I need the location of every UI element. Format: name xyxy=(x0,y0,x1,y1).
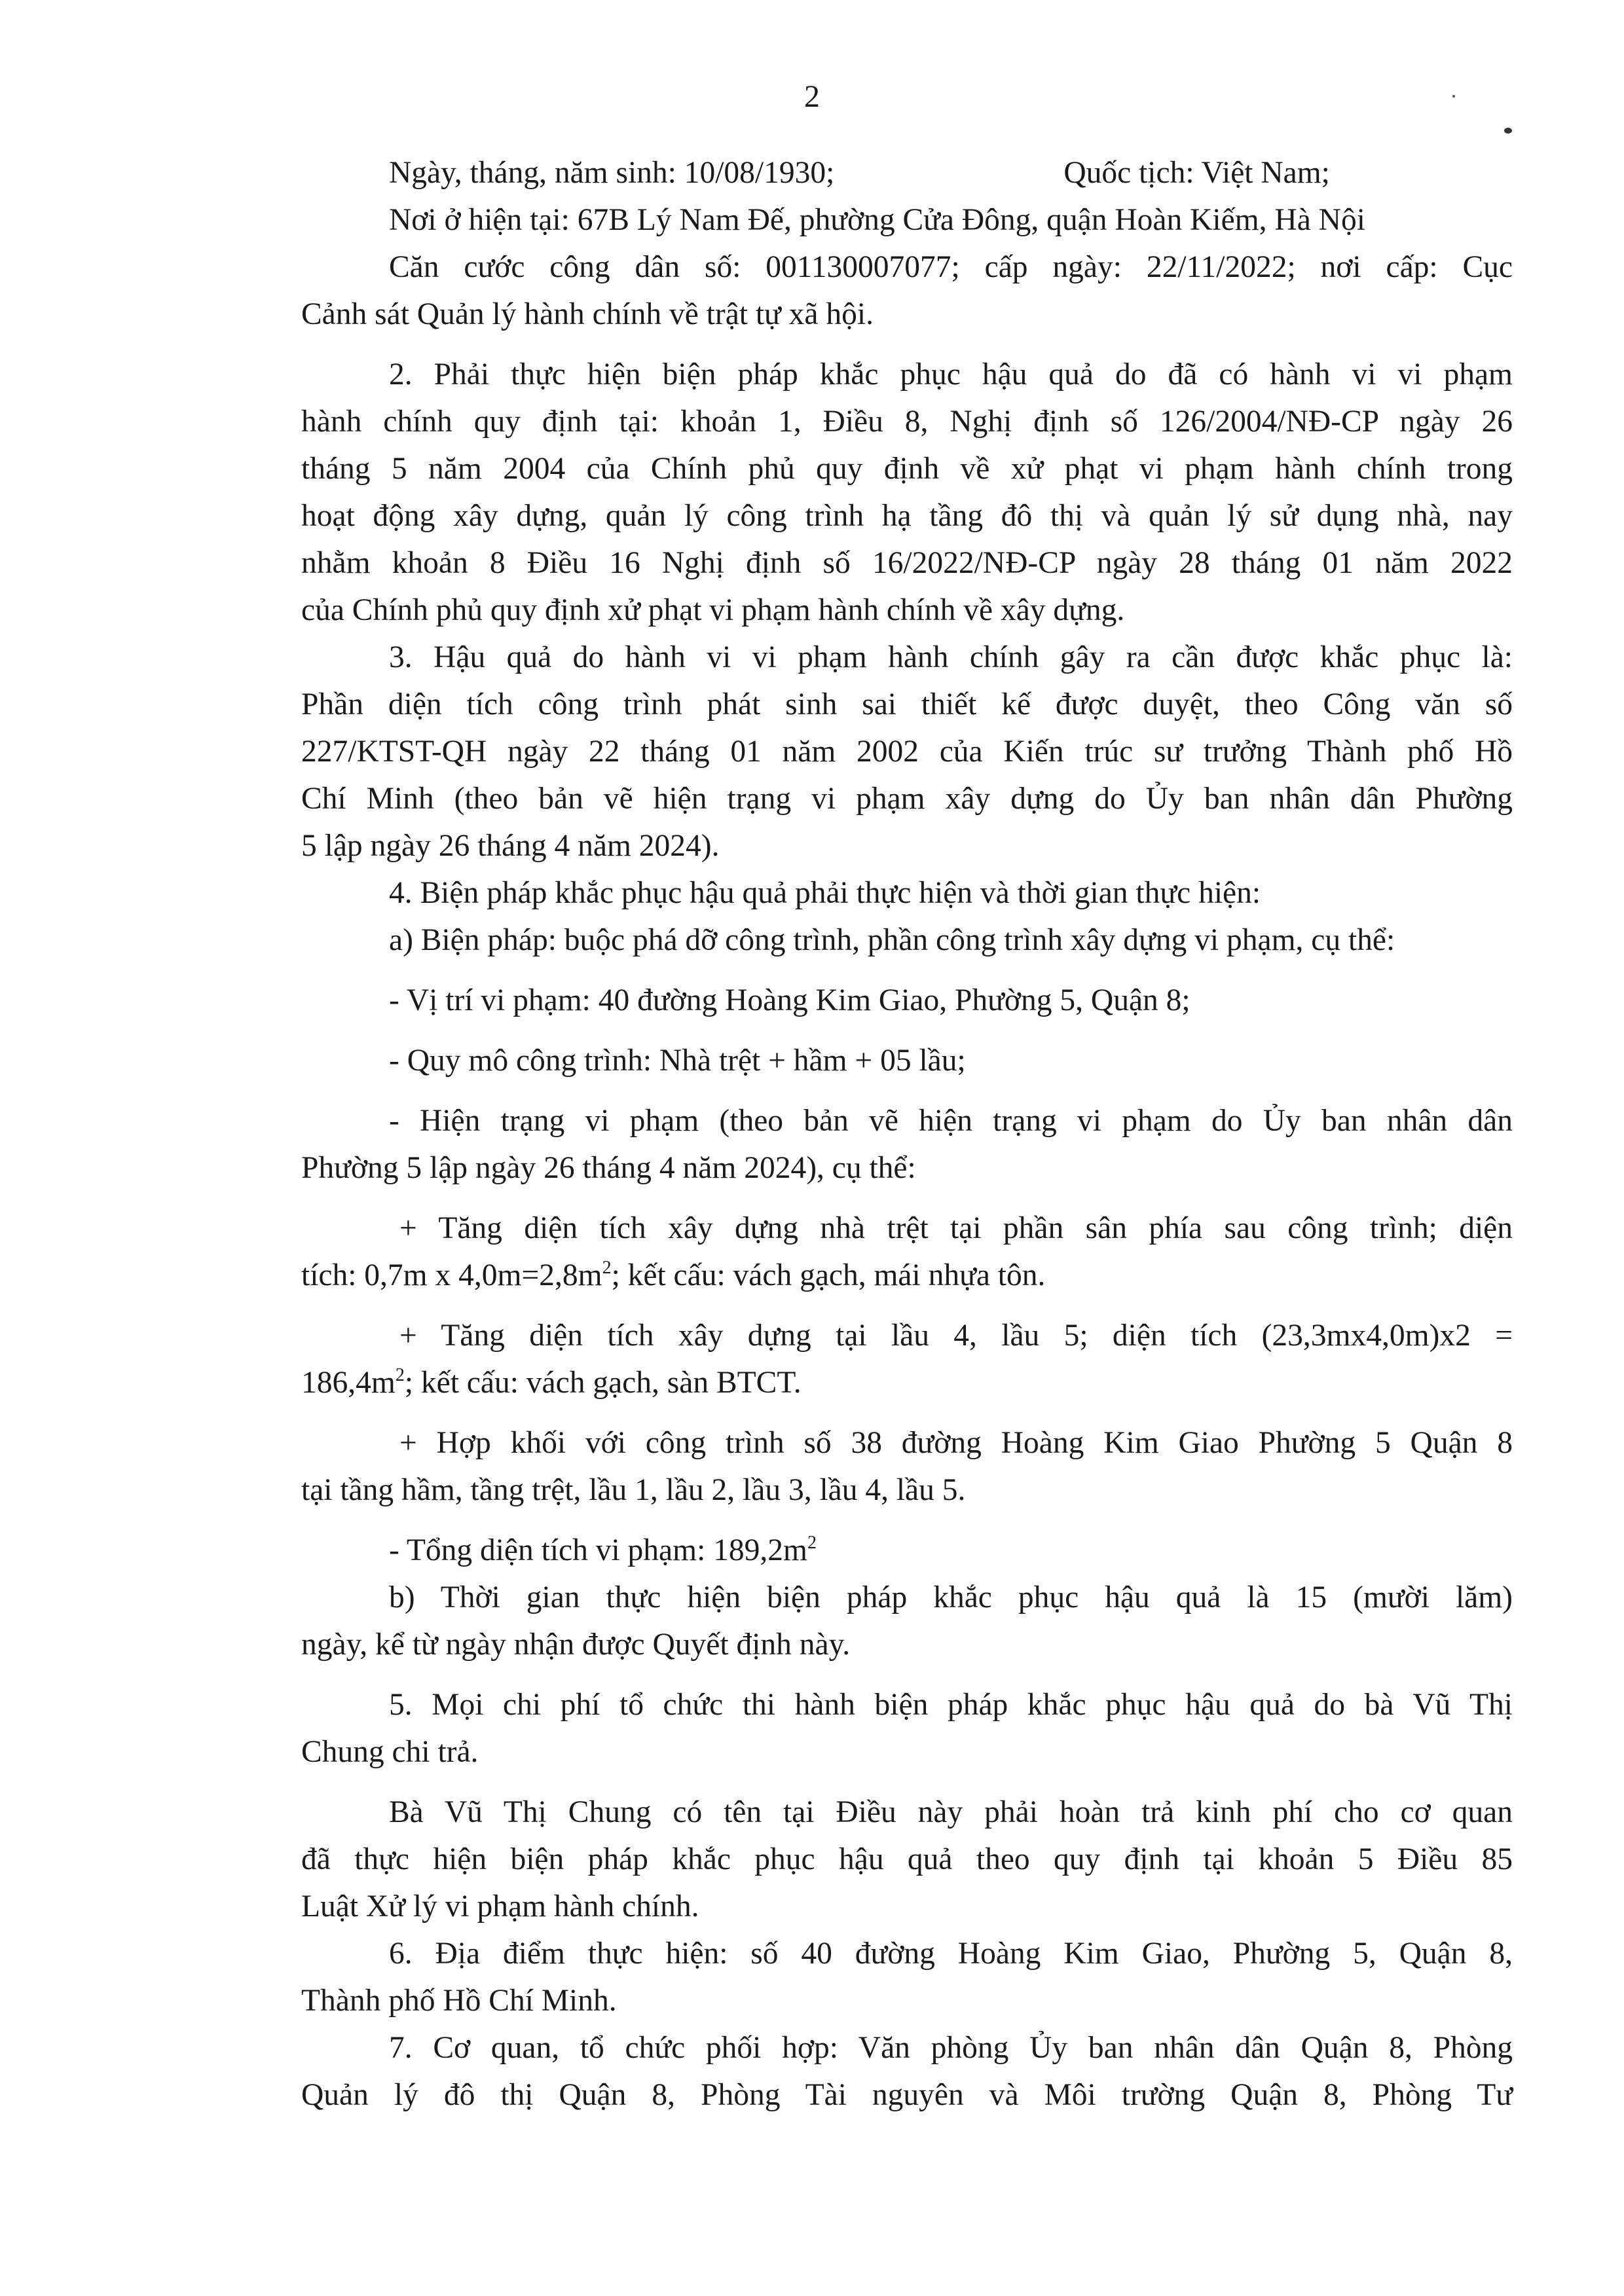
section-2-line: hành chính quy định tại: khoản 1, Điều 8, Nghị định số 126/2004/NĐ-CP ngày 26 xyxy=(301,405,1513,439)
birth-nationality-line xyxy=(301,149,1513,196)
section-3-line: Chí Minh (theo bản vẽ hiện trạng vi phạm xây dựng do Ủy ban nhân dân Phường xyxy=(301,782,1513,816)
document-body xyxy=(301,149,1513,2119)
birth-date: Ngày, tháng, năm sinh: 10/08/1930; xyxy=(389,156,835,190)
violation-item-1-line: + Tăng diện tích xây dựng nhà trệt tại phần sân phía sau công trình; diện xyxy=(399,1211,1513,1245)
section-2-line: tháng 5 năm 2004 của Chính phủ quy định về xử phạt vi phạm hành chính trong xyxy=(301,452,1513,486)
id-line-2: Cảnh sát Quản lý hành chính về trật tự xã hội. xyxy=(301,297,874,331)
section-7-line: 7. Cơ quan, tổ chức phối hợp: Văn phòng Ủy ban nhân dân Quận 8, Phòng xyxy=(389,2031,1513,2065)
section-4-heading: 4. Biện pháp khắc phục hậu quả phải thực hiện và thời gian thực hiện: xyxy=(389,876,1261,910)
violation-item-2-line: $186,4m^2$; kết cấu: vách gạch, sàn BTCT. xyxy=(301,1365,802,1400)
nationality: Quốc tịch: Việt Nam; xyxy=(1063,156,1330,190)
violation-item-2-line: + Tăng diện tích xây dựng tại lầu 4, lầu 5; diện tích (23,3mx4,0m)x2 = xyxy=(399,1319,1513,1353)
section-5-line: Chung chi trả. xyxy=(301,1735,479,1769)
section-3-line: 5 lập ngày 26 tháng 4 năm 2024). xyxy=(301,829,720,863)
section-2-line: của Chính phủ quy định xử phạt vi phạm hành chính về xây dựng. xyxy=(301,593,1125,627)
measure-b-line: b) Thời gian thực hiện biện pháp khắc phục hậu quả là 15 (mười lăm) xyxy=(389,1580,1513,1614)
section-3-line: 227/KTST-QH ngày 22 tháng 01 năm 2002 của Kiến trúc sư trưởng Thành phố Hồ xyxy=(301,735,1513,769)
scan-speck xyxy=(1504,128,1512,134)
section-7-line: Quản lý đô thị Quận 8, Phòng Tài nguyên và Môi trường Quận 8, Phòng Tư xyxy=(301,2078,1513,2112)
section-5-line: 5. Mọi chi phí tổ chức thi hành biện pháp khắc phục hậu quả do bà Vũ Thị xyxy=(389,1688,1513,1722)
violation-item-3-line: tại tầng hầm, tầng trệt, lầu 1, lầu 2, lầu 3, lầu 4, lầu 5. xyxy=(301,1473,966,1507)
section-2-line: hoạt động xây dựng, quản lý công trình hạ tầng đô thị và quản lý sử dụng nhà, nay xyxy=(301,499,1513,533)
measure-b-line: ngày, kể từ ngày nhận được Quyết định này. xyxy=(301,1628,851,1662)
violation-status-line: - Hiện trạng vi phạm (theo bản vẽ hiện trạng vi phạm do Ủy ban nhân dân xyxy=(389,1104,1513,1138)
reimbursement-line: Bà Vũ Thị Chung có tên tại Điều này phải hoàn trả kinh phí cho cơ quan xyxy=(389,1795,1513,1829)
violation-location: - Vị trí vi phạm: 40 đường Hoàng Kim Giao, Phường 5, Quận 8; xyxy=(389,983,1190,1017)
section-2-line: nhằm khoản 8 Điều 16 Nghị định số 16/2022/NĐ-CP ngày 28 tháng 01 năm 2022 xyxy=(301,546,1513,580)
section-2-line: 2. Phải thực hiện biện pháp khắc phục hậu quả do đã có hành vi vi phạm xyxy=(389,357,1513,392)
section-3-line: 3. Hậu quả do hành vi vi phạm hành chính gây ra cần được khắc phục là: xyxy=(389,640,1513,674)
construction-scale: - Quy mô công trình: Nhà trệt + hầm + 05 lầu; xyxy=(389,1044,966,1078)
scan-speck xyxy=(1452,95,1455,98)
total-violation-area: - Tổng diện tích vi phạm: $189,2m^2$ xyxy=(389,1533,817,1567)
measure-a: a) Biện pháp: buộc phá dỡ công trình, phần công trình xây dựng vi phạm, cụ thể: xyxy=(389,923,1395,957)
section-6-line: Thành phố Hồ Chí Minh. xyxy=(301,1984,617,2018)
residence-line: Nơi ở hiện tại: 67B Lý Nam Đế, phường Cửa Đông, quận Hoàn Kiếm, Hà Nội xyxy=(389,203,1365,237)
reimbursement-line: Luật Xử lý vi phạm hành chính. xyxy=(301,1889,699,1923)
violation-item-1-line: tích: 0,7m x $4,0m=2,8m^2$; kết cấu: vách gạch, mái nhựa tôn. xyxy=(301,1258,1046,1292)
section-6-line: 6. Địa điểm thực hiện: số 40 đường Hoàng Kim Giao, Phường 5, Quận 8, xyxy=(389,1937,1513,1971)
reimbursement-line: đã thực hiện biện pháp khắc phục hậu quả theo quy định tại khoản 5 Điều 85 xyxy=(301,1842,1513,1876)
violation-item-3-line: + Hợp khối với công trình số 38 đường Hoàng Kim Giao Phường 5 Quận 8 xyxy=(399,1426,1513,1460)
section-3-line: Phần diện tích công trình phát sinh sai thiết kế được duyệt, theo Công văn số xyxy=(301,687,1513,721)
id-line-1: Căn cước công dân số: 001130007077; cấp ngày: 22/11/2022; nơi cấp: Cục xyxy=(389,250,1513,284)
page-number: 2 xyxy=(804,79,820,114)
violation-status-line: Phường 5 lập ngày 26 tháng 4 năm 2024), cụ thể: xyxy=(301,1151,916,1185)
